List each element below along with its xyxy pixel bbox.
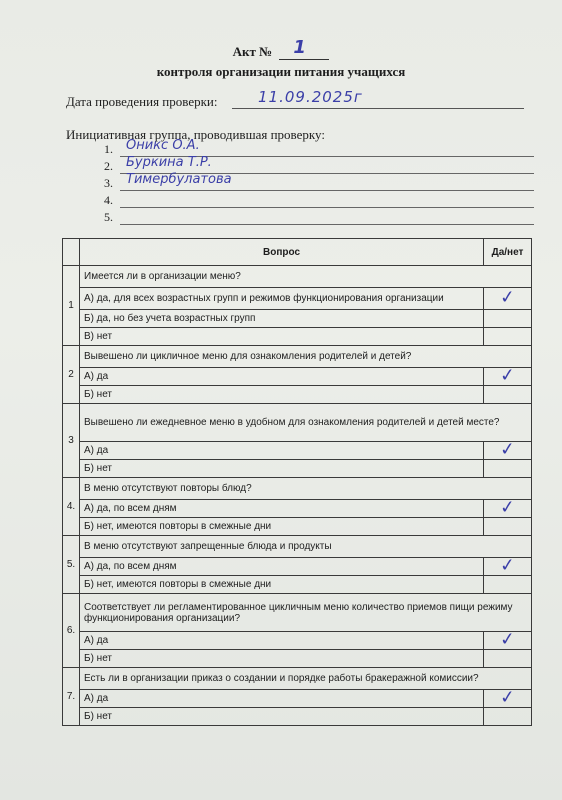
table-row bbox=[63, 328, 532, 346]
question-number: 5. bbox=[63, 536, 80, 594]
question-text: В меню отсутствуют повторы блюд? bbox=[80, 478, 532, 500]
check-mark-icon: ✓ bbox=[499, 364, 516, 387]
question-number: 3 bbox=[63, 404, 80, 478]
member-underline bbox=[120, 224, 534, 225]
answer-option: А) да bbox=[80, 632, 484, 650]
answer-mark-cell bbox=[484, 386, 532, 404]
member-signature: Тимербулатова bbox=[126, 172, 232, 187]
header-num-cell bbox=[63, 239, 80, 266]
answer-mark-cell bbox=[484, 650, 532, 668]
inspection-table bbox=[62, 238, 532, 726]
table-row bbox=[63, 442, 532, 460]
member-number: 3. bbox=[104, 176, 113, 190]
table-body bbox=[63, 266, 532, 726]
date-label: Дата проведения проверки: bbox=[66, 94, 218, 109]
member-number: 4. bbox=[104, 193, 113, 207]
answer-option: Б) нет bbox=[80, 650, 484, 668]
table-row bbox=[63, 558, 532, 576]
table-row bbox=[63, 266, 532, 288]
question-number: 6. bbox=[63, 594, 80, 668]
group-member-5 bbox=[104, 210, 534, 225]
table-row bbox=[63, 518, 532, 536]
answer-option: А) да bbox=[80, 368, 484, 386]
act-title bbox=[0, 37, 562, 60]
date-value: 11.09.2025г bbox=[258, 88, 363, 106]
answer-option: А) да bbox=[80, 442, 484, 460]
question-text: Вывешено ли ежедневное меню в удобном для ознакомления родителей и детей месте? bbox=[80, 404, 532, 442]
member-underline bbox=[120, 190, 534, 191]
act-title-text: Акт № bbox=[232, 44, 273, 59]
table-row bbox=[63, 650, 532, 668]
table-row bbox=[63, 536, 532, 558]
question-number: 2 bbox=[63, 346, 80, 404]
question-text: Соответствует ли регламентированное цикличным меню количество приемов пищи режиму функционирования организации? bbox=[80, 594, 532, 632]
date-underline bbox=[232, 108, 524, 109]
check-mark-icon: ✓ bbox=[499, 686, 516, 709]
group-member-4 bbox=[104, 193, 534, 208]
table-row bbox=[63, 690, 532, 708]
member-signature: Оникс О.А. bbox=[126, 138, 200, 153]
table-row bbox=[63, 460, 532, 478]
question-text: Имеется ли в организации меню? bbox=[80, 266, 532, 288]
question-text: В меню отсутствуют запрещенные блюда и продукты bbox=[80, 536, 532, 558]
check-mark-icon: ✓ bbox=[499, 554, 516, 577]
table-row bbox=[63, 310, 532, 328]
answer-option: Б) нет bbox=[80, 460, 484, 478]
answer-option: В) нет bbox=[80, 328, 484, 346]
answer-option: Б) нет bbox=[80, 708, 484, 726]
answer-mark-cell bbox=[484, 438, 532, 461]
answer-mark-cell bbox=[484, 288, 532, 310]
answer-mark-cell bbox=[484, 460, 532, 478]
answer-mark-cell bbox=[484, 554, 532, 577]
question-number: 7. bbox=[63, 668, 80, 726]
answer-mark-cell bbox=[484, 686, 532, 709]
check-mark-icon: ✓ bbox=[499, 438, 516, 461]
answer-option: Б) нет, имеются повторы в смежные дни bbox=[80, 576, 484, 594]
table-row bbox=[63, 708, 532, 726]
table-row bbox=[63, 386, 532, 404]
question-number: 4. bbox=[63, 478, 80, 536]
table-row bbox=[63, 576, 532, 594]
group-label: Инициативная группа, проводившая проверку: bbox=[66, 127, 325, 142]
answer-option: А) да, по всем дням bbox=[80, 500, 484, 518]
member-number: 5. bbox=[104, 210, 113, 224]
act-subtitle: контроля организации питания учащихся bbox=[156, 64, 406, 79]
header-yesno: Да/нет bbox=[484, 239, 532, 266]
check-mark-icon: ✓ bbox=[499, 286, 516, 309]
check-mark-icon: ✓ bbox=[499, 628, 516, 651]
table-row bbox=[63, 404, 532, 442]
answer-option: А) да bbox=[80, 690, 484, 708]
answer-mark-cell bbox=[484, 576, 532, 594]
answer-mark-cell bbox=[484, 364, 532, 387]
table-row bbox=[63, 500, 532, 518]
table-row bbox=[63, 346, 532, 368]
table-row bbox=[63, 368, 532, 386]
question-text: Вывешено ли цикличное меню для ознакомления родителей и детей? bbox=[80, 346, 532, 368]
table-row bbox=[63, 288, 532, 310]
check-mark-icon: ✓ bbox=[499, 496, 516, 519]
answer-mark-cell bbox=[484, 628, 532, 651]
member-underline bbox=[120, 207, 534, 208]
table-row bbox=[63, 668, 532, 690]
header-question: Вопрос bbox=[80, 239, 484, 266]
answer-mark-cell bbox=[484, 328, 532, 346]
group-member-3 bbox=[104, 172, 534, 191]
question-text: Есть ли в организации приказ о создании и порядке работы бракеражной комиссии? bbox=[80, 668, 532, 690]
answer-option: Б) нет, имеются повторы в смежные дни bbox=[80, 518, 484, 536]
member-number: 2. bbox=[104, 159, 113, 173]
member-signature: Буркина Т.Р. bbox=[126, 155, 212, 170]
member-number: 1. bbox=[104, 142, 113, 156]
table-row bbox=[63, 594, 532, 632]
table-row bbox=[63, 478, 532, 500]
answer-option: Б) нет bbox=[80, 386, 484, 404]
answer-option: Б) да, но без учета возрастных групп bbox=[80, 310, 484, 328]
answer-option: А) да, по всем дням bbox=[80, 558, 484, 576]
answer-mark-cell bbox=[484, 310, 532, 328]
answer-mark-cell bbox=[484, 496, 532, 519]
question-number: 1 bbox=[63, 266, 80, 346]
act-number: 1 bbox=[293, 37, 306, 58]
answer-option: А) да, для всех возрастных групп и режимов функционирования организации bbox=[80, 288, 484, 310]
answer-mark-cell bbox=[484, 518, 532, 536]
table-header-row bbox=[63, 239, 532, 266]
act-number-field bbox=[279, 37, 329, 60]
answer-mark-cell bbox=[484, 708, 532, 726]
table-row bbox=[63, 632, 532, 650]
